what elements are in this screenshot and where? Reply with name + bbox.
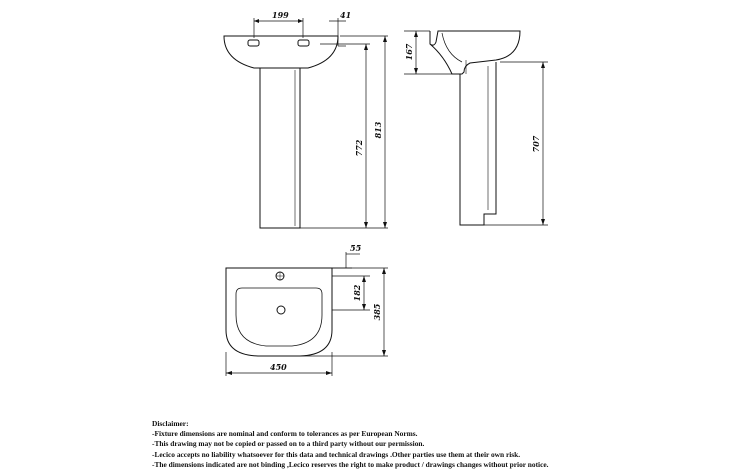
- side-basin-inner: [442, 33, 462, 62]
- label-dim-450: 450: [270, 362, 287, 372]
- disclaimer-title: Disclaimer:: [152, 419, 189, 428]
- side-view: [404, 31, 548, 225]
- front-left-tap-hole: [248, 40, 259, 46]
- label-dim-167: 167: [404, 43, 414, 61]
- disclaimer-block: [152, 419, 742, 470]
- top-drain-hole: [277, 306, 285, 314]
- label-dim-772: 772: [354, 139, 364, 157]
- disclaimer-line: -The dimensions indicated are not binding ,Lecico reserves the right to make product / drawings changes without prior notice.: [152, 459, 549, 469]
- label-dim-813: 813: [373, 121, 383, 139]
- disclaimer-line: -Fixture dimensions are nominal and conform to tolerances as per European Norms.: [152, 429, 418, 439]
- front-view: [224, 18, 388, 228]
- front-basin-outline: [224, 36, 338, 68]
- top-bowl-outline: [236, 288, 322, 346]
- top-basin-outline: [226, 268, 332, 356]
- top-view: [226, 252, 388, 376]
- label-dim-182: 182: [352, 284, 362, 302]
- front-right-tap-hole: [298, 40, 309, 46]
- disclaimer-line: -Lecico accepts no liability whatsoever for this data and technical drawings .Other parties use them at their own risk.: [152, 449, 521, 459]
- front-pedestal: [260, 68, 300, 228]
- side-basin-outline: [430, 31, 520, 74]
- label-dim-41: 41: [340, 10, 352, 20]
- label-dim-199: 199: [272, 10, 289, 20]
- label-dim-385: 385: [372, 303, 382, 321]
- disclaimer-line: -This drawing may not be copied or passed on to a third party without our permission.: [152, 439, 425, 449]
- side-pedestal: [460, 62, 496, 225]
- label-dim-707: 707: [531, 135, 541, 153]
- label-dim-55: 55: [350, 243, 362, 253]
